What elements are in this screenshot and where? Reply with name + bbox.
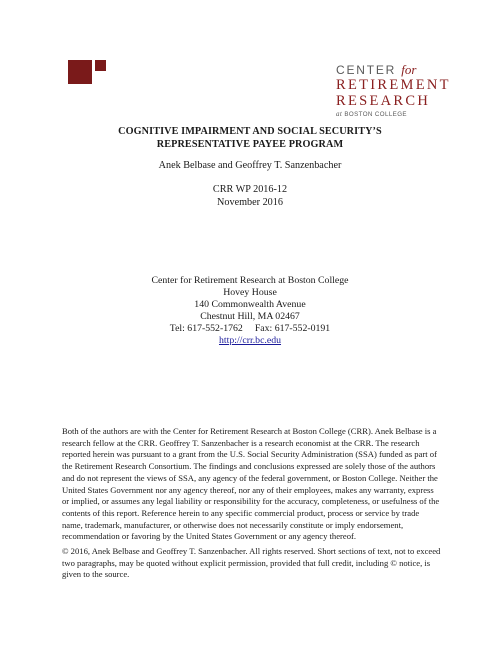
authors: Anek Belbase and Geoffrey T. Sanzenbacher [158,160,342,171]
paper-title [0,125,500,151]
logo-square-large [68,60,92,84]
title-line-1: COGNITIVE IMPAIRMENT AND SOCIAL SECURITY’S [118,126,382,137]
telephone: Tel: 617-552-1762 [169,323,243,334]
disclaimer-paragraph: Both of the authors are with the Center for Retirement Research at Boston College (CRR). Anek Belbase is a research fellow at the CRR. Geoffrey T. Sanzenbacher is a research economist at the CRR. The research reported herein was pursuant to a grant from the U.S. Social Security Administration (SSA) funded as part of the Retirement Research Consortium. The findings and conclusions expressed are solely those of the authors and do not represent the views of SSA, any agency of the federal government, or Boston College. Neither the United States Government nor any agency thereof, nor any of their employees, makes any warranty, express or implied, or assumes any legal liability or responsibility for the accuracy, completeness, or usefulness of the contents of this report. Reference herein to any specific commercial product, process or service by trade name, trademark, manufacturer, or otherwise does not necessarily constitute or imply endorsement, recommendation or favoring by the United States Government or any agency thereof. [62,426,440,542]
logo-squares [68,60,108,84]
wp-date: November 2016 [217,196,283,208]
logo-center-text: CENTER [336,63,397,77]
working-paper-info [0,184,500,209]
copyright-paragraph: © 2016, Anek Belbase and Geoffrey T. Sanzenbacher. All rights reserved. Short sections of text, not to exceed two paragraphs, may be quoted without explicit permission, provided that full credit, including © notice, is given to the source. [62,546,441,580]
logo-square-small [95,60,106,71]
logo-line-center [336,63,436,77]
title-line-2: REPRESENTATIVE PAYEE PROGRAM [156,139,344,150]
logo-research-text: RESEARCH [336,93,431,109]
address-line-4: Chestnut Hill, MA 02467 [200,311,300,322]
address-line-3: 140 Commonwealth Avenue [194,299,306,310]
logo-line-bc [336,111,436,118]
address-block [0,275,500,347]
address-line-2: Hovey House [223,287,277,298]
address-line-1: Center for Retirement Research at Boston College [151,275,349,286]
logo-for-text: for [401,62,417,77]
fax: Fax: 617-552-0191 [254,323,331,334]
logo-bc-text: BOSTON COLLEGE [344,111,407,118]
crr-logo [336,62,451,118]
crr-website-link[interactable]: http://crr.bc.edu [218,335,282,346]
logo-at-text: at [336,110,343,118]
logo-retirement-text: RETIREMENT [336,77,451,93]
phone-fax-line [0,323,500,335]
wp-number: CRR WP 2016-12 [212,184,288,195]
